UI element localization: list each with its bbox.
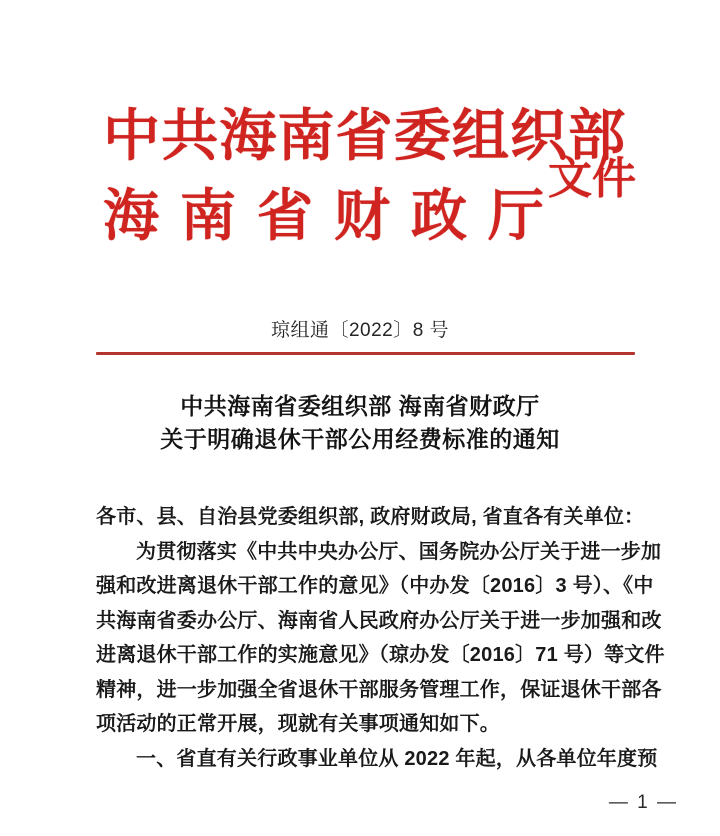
document-title-line-2: 关于明确退休干部公用经费标准的通知 [160, 426, 560, 452]
page-number: — 1 — [608, 792, 678, 813]
letterhead-document-word: 文件 [548, 154, 636, 203]
body-line: 强和改进离退休干部工作的意见》（中办发〔2016〕3 号）、《中 [96, 575, 654, 597]
letterhead-line-2: 海南省财政厅 [103, 184, 565, 247]
body-line: 各市、县、自治县党委组织部, 政府财政局, 省直各有关单位： [96, 506, 645, 528]
document-number: 琼组通〔2022〕8 号 [270, 320, 450, 341]
red-divider-rule [96, 352, 635, 355]
body-line: 共海南省委办公厅、海南省人民政府办公厅关于进一步加强和改 [96, 609, 662, 632]
body-line: 一、省直有关行政事业单位从 2022 年起，从各单位年度预 [136, 747, 658, 770]
body-line: 进离退休干部工作的实施意见》（琼办发〔2016〕71 号）等文件 [96, 644, 665, 666]
body-line: 精神，进一步加强全省退休干部服务管理工作，保证退休干部各 [96, 678, 662, 701]
letterhead [0, 96, 720, 276]
document-body [96, 500, 665, 776]
document-title [60, 390, 660, 456]
document-title-line-1: 中共海南省委组织部 海南省财政厅 [180, 393, 540, 419]
body-line: 为贯彻落实《中共中央办公厅、国务院办公厅关于进一步加 [136, 540, 662, 563]
body-line: 项活动的正常开展，现就有关事项通知如下。 [96, 713, 500, 735]
letterhead-line-1: 中共海南省委组织部 [103, 104, 627, 167]
